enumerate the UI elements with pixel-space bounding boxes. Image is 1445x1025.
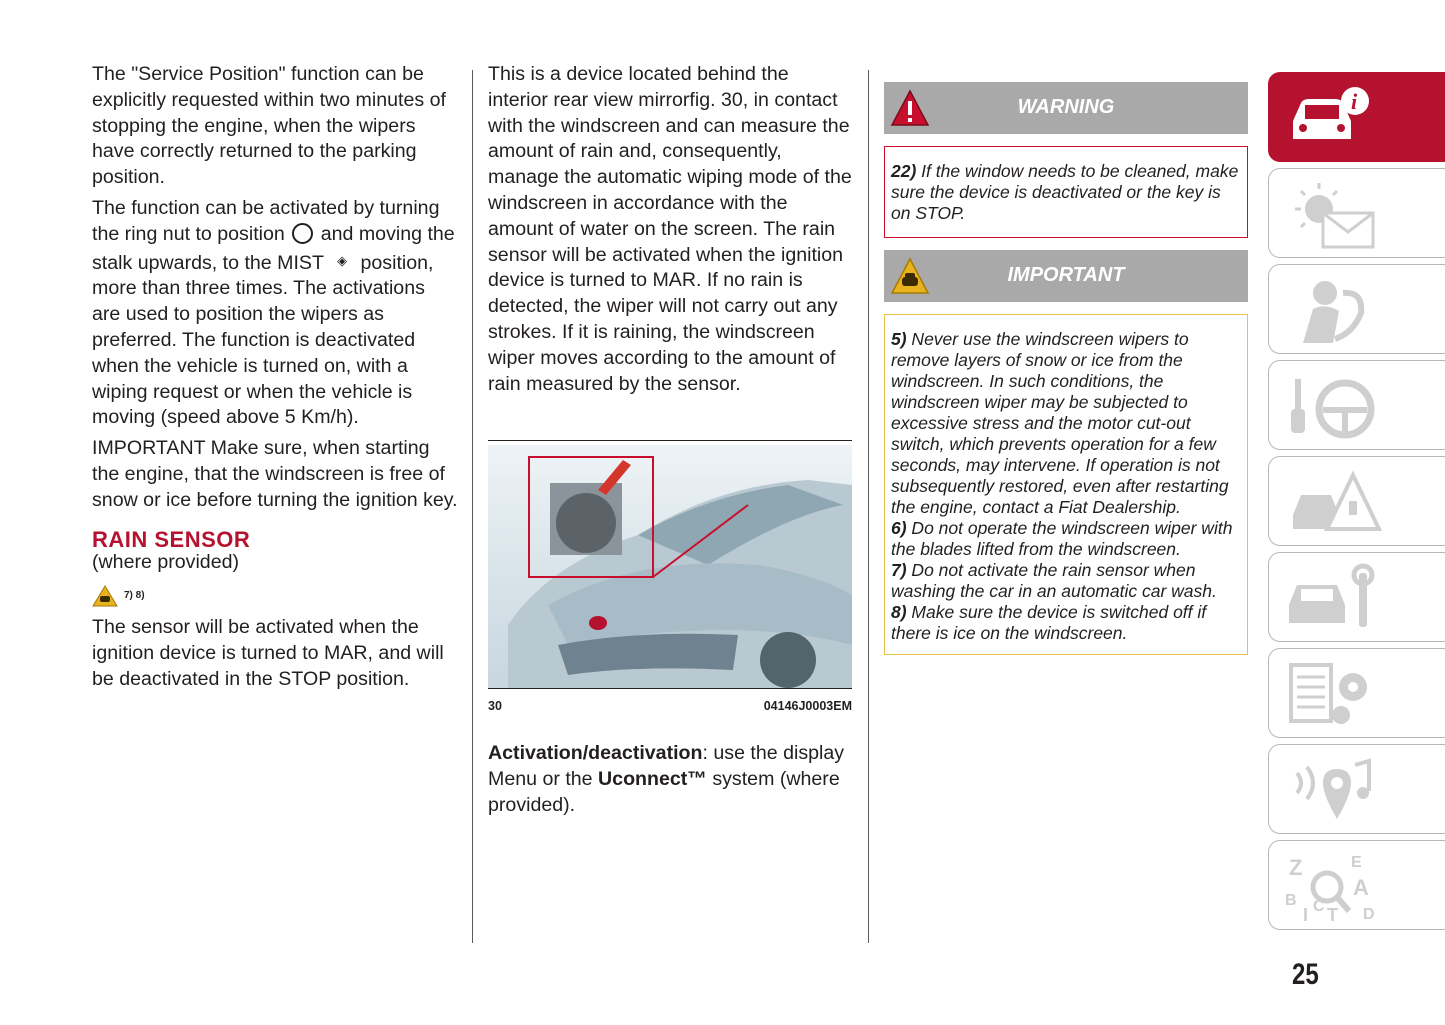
driving-icon [1283, 369, 1383, 444]
text-fragment: The function can be activated by turning the ring nut to position [92, 196, 440, 245]
figure-caption [488, 699, 852, 713]
text-fragment: and moving the stalk upwards, to the MIST [92, 222, 455, 274]
svg-text:T: T [1327, 905, 1338, 924]
figure-code: 04146J0003EM [763, 699, 852, 713]
important-reference [92, 583, 458, 609]
note-text: Make sure the device is switched off if there is ice on the windscreen. [891, 601, 1207, 643]
index-icon [1283, 849, 1383, 924]
important-note [891, 329, 1241, 518]
tab-driving[interactable] [1268, 360, 1445, 450]
paragraph-rain-sensor: This is a device located behind the interior rear view mirrorfig. 30, in contact with the windscreen and can measure the amount of rain and, consequently, manage the automatic wiping mode of the windscreen in accordance with the amount of water on the screen. The rain sensor will be activated when the ignition device is turned to MAR. If no rain is detected, the wiper will not carry out any strokes. If it is raining, the windscreen wiper moves according to the amount of rain measured by the sensor. [488, 63, 852, 395]
column-divider [868, 70, 869, 943]
note-number: 8) [891, 601, 907, 622]
warning-banner [884, 82, 1248, 134]
tab-safety[interactable] [1268, 264, 1445, 354]
svg-text:E: E [1351, 854, 1362, 871]
column-1 [92, 62, 458, 698]
important-banner [884, 250, 1248, 302]
tab-technical-data[interactable] [1268, 648, 1445, 738]
note-number: 7) [891, 559, 907, 580]
car-illustration [488, 445, 852, 688]
text-fragment: position, more than three times. The activations are used to position the wipers as preferred. The function is deactivated when the vehicle is turned on, with a wiping request or when the vehicle is moving (speed above 5 Km/h). [92, 251, 434, 429]
technical-data-icon [1283, 657, 1383, 732]
warning-text: If the window needs to be cleaned, make sure the device is deactivated or the key is on STOP. [891, 161, 1239, 224]
paragraph-service-position: The "Service Position" function can be explicitly requested within two minutes of stopping the engine, when the wipers have correctly returned to the parking position. [92, 63, 446, 189]
svg-text:A: A [1353, 875, 1369, 900]
figure-number: 30 [488, 699, 502, 713]
svg-text:D: D [1363, 906, 1375, 923]
page-number: 25 [1292, 958, 1319, 991]
warning-number: 22) [891, 161, 917, 181]
important-note [891, 602, 1241, 644]
svg-text:C: C [1313, 898, 1325, 915]
warning-triangle-icon [890, 88, 930, 136]
paragraph-activation [92, 196, 458, 431]
paragraph-activation-deactivation [488, 741, 852, 818]
tab-index[interactable] [1268, 840, 1445, 930]
important-title: IMPORTANT [1007, 263, 1125, 286]
note-number: 6) [891, 517, 907, 538]
emergency-icon [1283, 465, 1383, 540]
figure-bottom-rule [488, 688, 852, 689]
svg-text:i: i [1351, 89, 1358, 114]
tab-multimedia[interactable] [1268, 744, 1445, 834]
note-text: Never use the windscreen wipers to remove layers of snow or ice from the windscreen. In such conditions, the windscreen wiper may be subjected to excessive stress and the motor cut-out switch, which prevents operation for a few seconds, may intervene. If operation is not subsequently restored, even after restarting the engine, contact a Fiat Dealership. [891, 328, 1229, 517]
svg-text:Z: Z [1289, 855, 1303, 880]
car-info-icon [1283, 81, 1373, 151]
activation-text-end: system (where provided). [488, 767, 840, 816]
uconnect-brand: Uconnect™ [598, 767, 707, 790]
safety-icon [1283, 273, 1383, 348]
paragraph-important: IMPORTANT Make sure, when starting the engine, that the windscreen is free of snow or ice before turning the ignition key. [92, 437, 458, 511]
column-divider [472, 70, 473, 943]
note-text: Do not activate the rain sensor when washing the car in an automatic car wash. [891, 559, 1217, 601]
column-3 [884, 62, 1248, 655]
figure-top-rule [488, 440, 852, 441]
important-note [891, 560, 1241, 602]
tab-car-info[interactable] [1268, 72, 1445, 162]
tab-emergency[interactable] [1268, 456, 1445, 546]
important-note [891, 518, 1241, 560]
important-triangle-icon [890, 256, 930, 304]
multimedia-icon [1283, 753, 1383, 828]
note-number: 5) [891, 328, 907, 349]
tab-warning-lights[interactable] [1268, 168, 1445, 258]
car-windscreen-illustration [488, 445, 852, 688]
figure-30 [488, 440, 852, 713]
activation-label: Activation/deactivation [488, 742, 703, 764]
svg-text:B: B [1285, 892, 1297, 909]
important-triangle-icon [92, 585, 118, 607]
svg-text:I: I [1303, 905, 1309, 924]
activation-text: : use the display Menu or the [488, 742, 845, 790]
reference-numbers: 7) 8) [124, 590, 145, 602]
section-subtitle: (where provided) [92, 550, 240, 573]
mist-icon: ◈ [337, 252, 348, 268]
column-2 [488, 62, 852, 402]
maintenance-icon [1283, 561, 1383, 636]
warning-lights-icon [1283, 177, 1383, 252]
ring-position-icon [292, 223, 313, 244]
section-title: RAIN SENSOR [92, 526, 251, 552]
note-text: Do not operate the windscreen wiper with the blades lifted from the windscreen. [891, 517, 1233, 559]
important-box [884, 314, 1248, 655]
warning-box [884, 146, 1248, 238]
paragraph-sensor-activation: The sensor will be activated when the ignition device is turned to MAR, and will be deactivated in the STOP position. [92, 616, 444, 690]
warning-title: WARNING [1017, 96, 1115, 119]
tab-maintenance[interactable] [1268, 552, 1445, 642]
